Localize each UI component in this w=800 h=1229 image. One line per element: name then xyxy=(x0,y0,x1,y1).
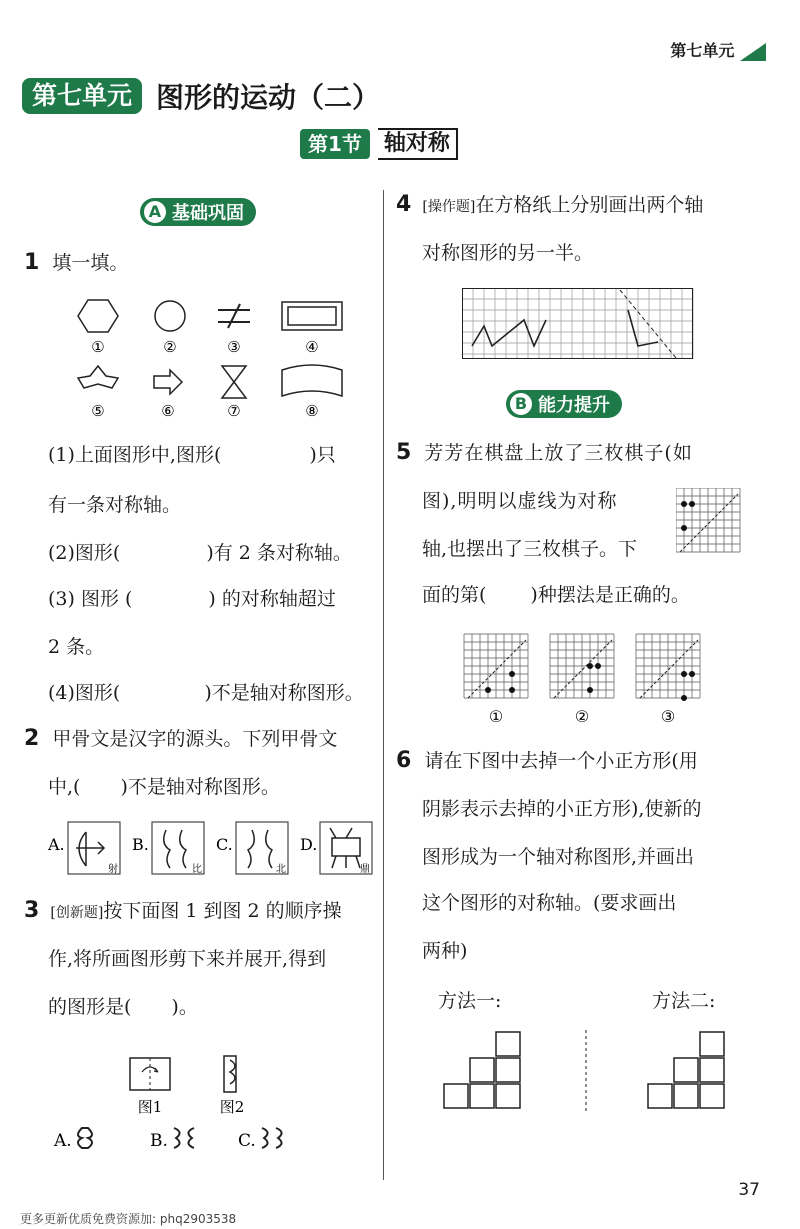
q1-part3-cont: 2 条。 xyxy=(48,636,105,658)
question-text: 填一填。 xyxy=(52,252,129,274)
footer-note: 更多更新优质免费资源加: phq2903538 xyxy=(20,1212,237,1226)
symmetry-axis-dashed xyxy=(620,290,676,358)
option-c-shape xyxy=(262,1128,282,1148)
chess-piece xyxy=(681,501,687,507)
arrow-shape xyxy=(154,370,182,394)
q5-line4: 面的第( )种摆法是正确的。 xyxy=(422,584,690,606)
hexagon-shape xyxy=(78,300,118,332)
question-text: 在方格纸上分别画出两个轴 xyxy=(475,194,704,216)
rectangle-frame-shape xyxy=(282,302,342,330)
method-2-label: 方法二: xyxy=(652,990,716,1012)
question-3-prompt xyxy=(24,898,342,924)
figure-label: 图2 xyxy=(219,1098,245,1116)
q1-part1: (1)上面图形中,图形( )只 xyxy=(48,444,336,466)
ruler-triangle-icon xyxy=(740,43,766,61)
shape-label: ⑦ xyxy=(227,402,241,420)
question-text: 甲骨文是汉字的源头。下列甲骨文 xyxy=(52,728,338,750)
question-6-prompt xyxy=(396,748,698,774)
q1-shapes xyxy=(70,290,370,425)
oracle-ding-glyph xyxy=(330,828,360,868)
q5-line2: 图),明明以虚线为对称 xyxy=(422,490,618,512)
option-letter: B. xyxy=(150,1131,168,1151)
figure-label: 图1 xyxy=(137,1098,163,1116)
board-label: ② xyxy=(574,707,590,726)
unit-banner xyxy=(22,78,380,114)
q3-line2: 作,将所画图形剪下来并展开,得到 xyxy=(48,948,327,970)
q3-fold-figures xyxy=(120,1050,270,1118)
question-number: 5 xyxy=(396,440,412,465)
q3-answer-options xyxy=(52,1120,302,1156)
hourglass-shape xyxy=(222,366,246,398)
board-label: ① xyxy=(488,707,504,726)
chessboard-grid xyxy=(676,488,740,552)
option-char: 射 xyxy=(108,864,118,875)
option-letter: A. xyxy=(54,1131,72,1151)
q1-part4: (4)图形( )不是轴对称图形。 xyxy=(48,682,364,704)
shape-label: ④ xyxy=(305,338,319,356)
option-letter: C. xyxy=(238,1131,256,1151)
question-text: 按下面图 1 到图 2 的顺序操 xyxy=(103,900,342,922)
question-number: 2 xyxy=(24,726,40,751)
chess-piece xyxy=(681,525,687,531)
board-label: ③ xyxy=(660,707,676,726)
unit-tag: 第七单元 xyxy=(22,78,142,114)
option-a-shape xyxy=(78,1128,92,1148)
level-a-label: 基础巩固 xyxy=(172,203,244,224)
wave-banner-shape xyxy=(282,365,342,396)
question-1-prompt xyxy=(24,250,128,276)
section-tag: 第1节 xyxy=(300,129,370,159)
page-number: 37 xyxy=(738,1180,760,1200)
shape-label: ⑧ xyxy=(305,402,319,420)
circle-shape xyxy=(155,301,185,331)
question-5-prompt xyxy=(396,440,693,466)
method-1-label: 方法一: xyxy=(438,990,502,1012)
q6-line5: 两种) xyxy=(422,940,468,962)
q4-grid-paper[interactable] xyxy=(462,288,694,360)
q2-line2: 中,( )不是轴对称图形。 xyxy=(48,776,280,798)
option-letter: A. xyxy=(48,835,65,854)
q6-line3: 图形成为一个轴对称图形,并画出 xyxy=(422,846,695,868)
not-equal-shape xyxy=(218,304,250,328)
option-b-shape xyxy=(174,1128,194,1148)
tri-knot-shape xyxy=(78,366,118,388)
q2-oracle-options xyxy=(46,818,376,880)
q6-square-figures[interactable] xyxy=(440,1028,740,1114)
unit-title: 图形的运动（二） xyxy=(156,81,381,114)
option-char: 北 xyxy=(276,864,286,875)
q5-chessboard-original xyxy=(676,488,742,558)
question-text: 请在下图中去掉一个小正方形(用 xyxy=(424,750,698,772)
q5-answer-boards xyxy=(460,630,710,726)
level-b-badge: B xyxy=(510,393,532,415)
shape-label: ① xyxy=(91,338,105,356)
oracle-bi-glyph xyxy=(164,830,186,868)
question-number: 6 xyxy=(396,748,412,773)
q1-part3: (3) 图形 ( ) 的对称轴超过 xyxy=(48,588,336,610)
level-b-heading xyxy=(506,390,622,418)
option-letter: B. xyxy=(132,835,149,854)
question-2-prompt xyxy=(24,726,337,752)
question-number: 4 xyxy=(396,192,412,217)
folded-paper-shape xyxy=(224,1056,236,1092)
level-b-label: 能力提升 xyxy=(538,395,610,416)
question-tag: [操作题] xyxy=(422,199,476,215)
unit-label: 第七单元 xyxy=(670,38,766,61)
option-letter: C. xyxy=(216,835,233,854)
chess-piece xyxy=(689,501,695,507)
shape-label: ⑥ xyxy=(161,402,175,420)
shape-label: ③ xyxy=(227,338,241,356)
question-4-prompt xyxy=(396,192,703,218)
shape-label: ⑤ xyxy=(91,402,105,420)
question-text: 芳芳在棋盘上放了三枚棋子(如 xyxy=(424,442,693,464)
q6-line4: 这个图形的对称轴。(要求画出 xyxy=(422,892,677,914)
q5-line3: 轴,也摆出了三枚棋子。下 xyxy=(422,538,638,560)
oracle-she-glyph xyxy=(76,832,104,866)
option-char: 比 xyxy=(192,864,202,875)
question-number: 3 xyxy=(24,898,40,923)
q6-line2: 阴影表示去掉的小正方形),使新的 xyxy=(422,798,702,820)
q4-line2: 对称图形的另一半。 xyxy=(422,242,594,264)
question-tag: [创新题] xyxy=(50,905,104,921)
q3-line3: 的图形是( )。 xyxy=(48,996,198,1018)
level-a-heading xyxy=(140,198,256,226)
half-shape-left xyxy=(472,320,546,346)
question-number: 1 xyxy=(24,250,40,275)
section-heading xyxy=(300,128,458,160)
option-char: 鼎 xyxy=(360,864,370,875)
section-title: 轴对称 xyxy=(378,128,458,160)
column-divider xyxy=(383,190,384,1180)
oracle-bei-glyph xyxy=(248,830,272,868)
q1-part1-cont: 有一条对称轴。 xyxy=(48,494,182,516)
half-shape-right xyxy=(628,310,658,346)
option-letter: D. xyxy=(300,835,318,854)
q1-part2: (2)图形( )有 2 条对称轴。 xyxy=(48,542,352,564)
level-a-badge: A xyxy=(144,201,166,223)
shape-label: ② xyxy=(163,338,177,356)
